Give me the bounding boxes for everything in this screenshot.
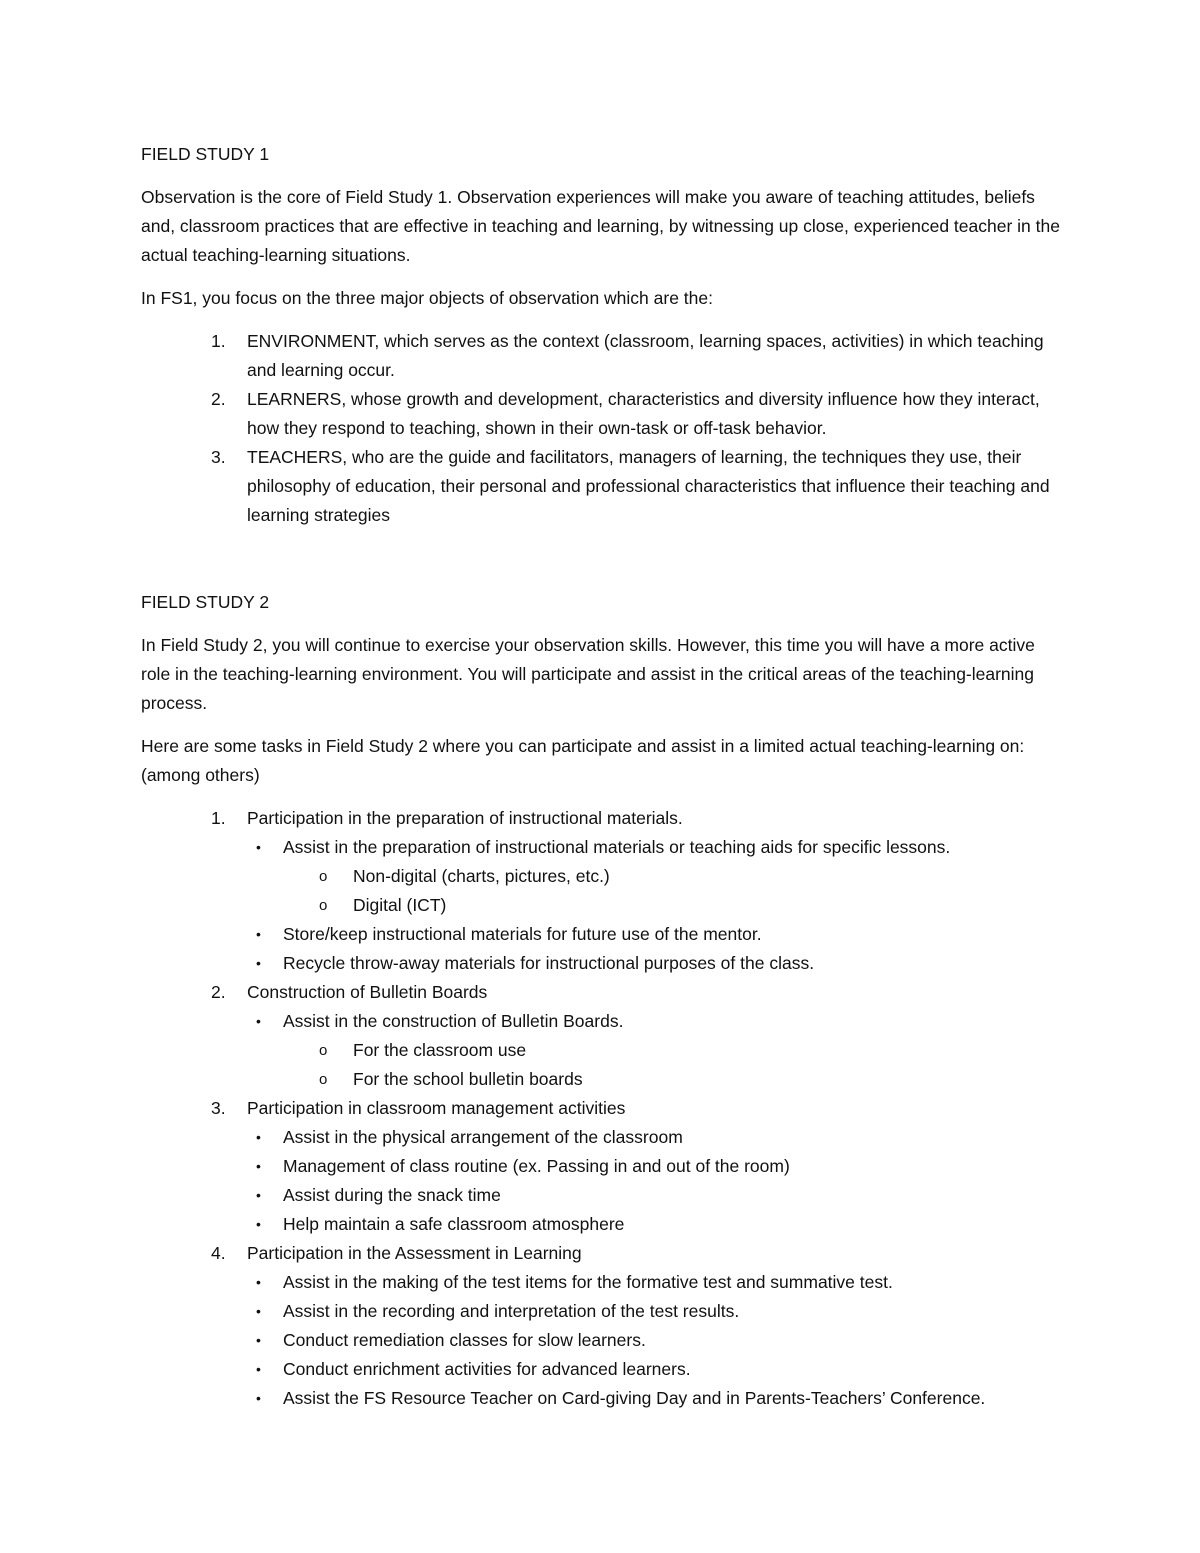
sub-bullet-text: Digital (ICT) [353, 895, 447, 915]
bullet-text: Conduct enrichment activities for advanced learners. [283, 1359, 691, 1379]
bullet-text: Help maintain a safe classroom atmosphere [283, 1214, 625, 1234]
list-number: 3. [211, 1098, 226, 1118]
list-number: 1. [211, 808, 226, 828]
sub-bullet-item [141, 891, 1060, 920]
list-item-text: TEACHERS, who are the guide and facilitators, managers of learning, the techniques they use, their philosophy of education, their personal and professional characteristics that influence their teaching and learning strategies [247, 447, 1050, 525]
bullet-item [141, 1181, 1060, 1210]
list-item [141, 385, 1060, 443]
bullet-item [141, 1007, 1060, 1036]
bullet-text: Assist during the snack time [283, 1185, 501, 1205]
sub-bullet-text: Non-digital (charts, pictures, etc.) [353, 866, 610, 886]
bullet-text: Recycle throw-away materials for instructional purposes of the class. [283, 953, 815, 973]
list-number: 2. [211, 982, 226, 1002]
bullet-icon: • [256, 955, 261, 971]
list-number: 3. [211, 447, 226, 467]
bullet-icon: • [256, 1129, 261, 1145]
bullet-icon: • [256, 1303, 261, 1319]
bullet-item [141, 1152, 1060, 1181]
section-spacer [141, 530, 1060, 588]
bullet-icon: • [256, 1390, 261, 1406]
bullet-icon: • [256, 1332, 261, 1348]
bullet-text: Assist in the physical arrangement of the classroom [283, 1127, 683, 1147]
list-item [141, 327, 1060, 385]
list-item-text: ENVIRONMENT, which serves as the context (classroom, learning spaces, activities) in which teaching and learning occur. [247, 331, 1044, 380]
list-number: 4. [211, 1243, 226, 1263]
bullet-item [141, 1123, 1060, 1152]
bullet-text: Assist in the recording and interpretation of the test results. [283, 1301, 740, 1321]
bullet-text: Assist in the preparation of instructional materials or teaching aids for specific lessons. [283, 837, 951, 857]
sub-bullet-item [141, 1036, 1060, 1065]
circle-bullet-icon: o [319, 1071, 328, 1088]
bullet-item [141, 1210, 1060, 1239]
fs1-objects-list [141, 327, 1060, 530]
circle-bullet-icon: o [319, 868, 328, 885]
bullet-text: Management of class routine (ex. Passing in and out of the room) [283, 1156, 790, 1176]
bullet-icon: • [256, 1274, 261, 1290]
bullet-icon: • [256, 926, 261, 942]
bullet-icon: • [256, 1013, 261, 1029]
list-item [141, 1094, 1060, 1123]
list-item-text: Participation in the Assessment in Learning [247, 1243, 582, 1263]
circle-bullet-icon: o [319, 897, 328, 914]
bullet-item [141, 1268, 1060, 1297]
fs2-tasks-list [141, 804, 1060, 1413]
bullet-item [141, 1355, 1060, 1384]
bullet-icon: • [256, 1187, 261, 1203]
bullet-item [141, 1326, 1060, 1355]
list-item-text: Construction of Bulletin Boards [247, 982, 488, 1002]
bullet-text: Assist in the making of the test items for the formative test and summative test. [283, 1272, 893, 1292]
list-item [141, 443, 1060, 530]
bullet-item [141, 833, 1060, 862]
bullet-item [141, 1384, 1060, 1413]
fs1-focus-paragraph: In FS1, you focus on the three major objects of observation which are the: [141, 288, 713, 308]
list-item [141, 978, 1060, 1007]
sub-bullet-text: For the classroom use [353, 1040, 527, 1060]
bullet-text: Assist the FS Resource Teacher on Card-giving Day and in Parents-Teachers’ Conference. [283, 1388, 986, 1408]
fs2-tasks-intro-paragraph: Here are some tasks in Field Study 2 where you can participate and assist in a limited actual teaching-learning on: (among others) [141, 736, 1025, 785]
bullet-text: Store/keep instructional materials for future use of the mentor. [283, 924, 762, 944]
bullet-icon: • [256, 839, 261, 855]
fs1-intro-paragraph: Observation is the core of Field Study 1. Observation experiences will make you aware of teaching attitudes, beliefs and, classroom practices that are effective in teaching and learning, by witnessing up close, experienced teacher in the actual teaching-learning situations. [141, 187, 1060, 265]
circle-bullet-icon: o [319, 1042, 328, 1059]
fs1-heading: FIELD STUDY 1 [141, 144, 270, 164]
bullet-text: Assist in the construction of Bulletin Boards. [283, 1011, 624, 1031]
sub-bullet-text: For the school bulletin boards [353, 1069, 583, 1089]
sub-bullet-item [141, 862, 1060, 891]
bullet-icon: • [256, 1158, 261, 1174]
bullet-item [141, 949, 1060, 978]
list-item [141, 1239, 1060, 1268]
sub-bullet-item [141, 1065, 1060, 1094]
list-item-text: Participation in the preparation of instructional materials. [247, 808, 683, 828]
bullet-text: Conduct remediation classes for slow learners. [283, 1330, 646, 1350]
list-item-text: Participation in classroom management activities [247, 1098, 626, 1118]
bullet-icon: • [256, 1361, 261, 1377]
bullet-icon: • [256, 1216, 261, 1232]
fs2-heading: FIELD STUDY 2 [141, 592, 270, 612]
bullet-item [141, 1297, 1060, 1326]
list-item [141, 804, 1060, 833]
fs2-intro-paragraph: In Field Study 2, you will continue to exercise your observation skills. However, this time you will have a more active role in the teaching-learning environment. You will participate and assist in the critical areas of the teaching-learning process. [141, 635, 1035, 713]
list-number: 1. [211, 331, 226, 351]
list-number: 2. [211, 389, 226, 409]
list-item-text: LEARNERS, whose growth and development, characteristics and diversity influence how they interact, how they respond to teaching, shown in their own-task or off-task behavior. [247, 389, 1040, 438]
bullet-item [141, 920, 1060, 949]
